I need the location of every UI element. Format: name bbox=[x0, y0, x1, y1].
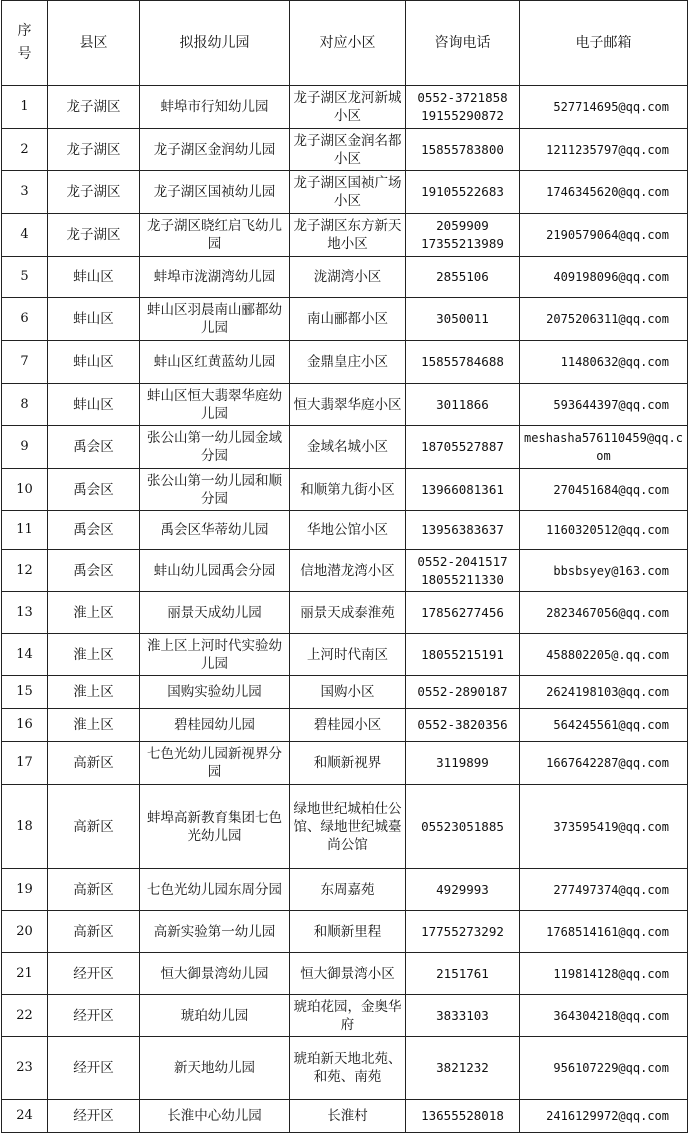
cell-phone bbox=[406, 129, 520, 171]
cell-email: 956107229@qq.com bbox=[520, 1037, 688, 1100]
header-district: 县区 bbox=[48, 1, 140, 86]
cell-kindergarten: 淮上区上河时代实验幼儿园 bbox=[140, 634, 290, 676]
cell-kindergarten: 蚌山区恒大翡翠华庭幼儿园 bbox=[140, 384, 290, 426]
cell-seq: 13 bbox=[2, 592, 48, 634]
cell-email: 1667642287@qq.com bbox=[520, 742, 688, 785]
cell-district: 龙子湖区 bbox=[48, 129, 140, 171]
cell-community: 碧桂园小区 bbox=[290, 709, 406, 742]
phone-number: 3119899 bbox=[436, 755, 489, 770]
cell-kindergarten: 国购实验幼儿园 bbox=[140, 676, 290, 709]
cell-seq: 23 bbox=[2, 1037, 48, 1100]
cell-email: 593644397@qq.com bbox=[520, 384, 688, 426]
table-row bbox=[2, 214, 688, 257]
cell-phone bbox=[406, 298, 520, 341]
cell-seq: 10 bbox=[2, 469, 48, 511]
cell-email: 270451684@qq.com bbox=[520, 469, 688, 511]
cell-email: 1768514161@qq.com bbox=[520, 911, 688, 953]
cell-phone bbox=[406, 709, 520, 742]
cell-community: 和顺第九街小区 bbox=[290, 469, 406, 511]
cell-kindergarten: 蚌山区羽晨南山郦都幼儿园 bbox=[140, 298, 290, 341]
phone-number: 3833103 bbox=[436, 1007, 489, 1023]
phone-number: 0552-2890187 bbox=[417, 684, 508, 699]
phone-number: 2151761 bbox=[436, 965, 489, 981]
cell-seq: 4 bbox=[2, 214, 48, 257]
cell-phone bbox=[406, 384, 520, 426]
phone-number: 3821232 bbox=[436, 1060, 489, 1075]
cell-kindergarten: 七色光幼儿园新视界分园 bbox=[140, 742, 290, 785]
cell-email: 119814128@qq.com bbox=[520, 953, 688, 995]
table-row bbox=[2, 634, 688, 676]
cell-district: 淮上区 bbox=[48, 709, 140, 742]
phone-number: 17355213989 bbox=[421, 236, 504, 251]
cell-phone bbox=[406, 953, 520, 995]
cell-seq: 20 bbox=[2, 911, 48, 953]
cell-community: 国购小区 bbox=[290, 676, 406, 709]
cell-kindergarten: 禹会区华蒂幼儿园 bbox=[140, 511, 290, 550]
table-row bbox=[2, 129, 688, 171]
table-row bbox=[2, 869, 688, 911]
cell-community: 和顺新视界 bbox=[290, 742, 406, 785]
cell-kindergarten: 蚌山幼儿园禹会分园 bbox=[140, 550, 290, 592]
cell-district: 龙子湖区 bbox=[48, 171, 140, 214]
cell-seq: 3 bbox=[2, 171, 48, 214]
cell-district: 经开区 bbox=[48, 1037, 140, 1100]
cell-community: 金域名城小区 bbox=[290, 426, 406, 469]
table-row bbox=[2, 511, 688, 550]
cell-email: 2823467056@qq.com bbox=[520, 592, 688, 634]
cell-email: 277497374@qq.com bbox=[520, 869, 688, 911]
cell-district: 蚌山区 bbox=[48, 341, 140, 384]
phone-number: 17856277456 bbox=[421, 604, 504, 620]
cell-community: 龙子湖区东方新天地小区 bbox=[290, 214, 406, 257]
header-kindergarten: 拟报幼儿园 bbox=[140, 1, 290, 86]
cell-phone bbox=[406, 1100, 520, 1133]
cell-district: 淮上区 bbox=[48, 676, 140, 709]
cell-kindergarten: 碧桂园幼儿园 bbox=[140, 709, 290, 742]
phone-number: 3050011 bbox=[436, 311, 489, 326]
cell-phone bbox=[406, 214, 520, 257]
header-email: 电子邮箱 bbox=[520, 1, 688, 86]
table-row bbox=[2, 592, 688, 634]
cell-district: 经开区 bbox=[48, 1100, 140, 1133]
phone-number: 0552-3820356 bbox=[417, 717, 508, 732]
cell-seq: 14 bbox=[2, 634, 48, 676]
cell-community: 长淮村 bbox=[290, 1100, 406, 1133]
cell-community: 龙子湖区金润名都小区 bbox=[290, 129, 406, 171]
cell-phone bbox=[406, 634, 520, 676]
cell-email: meshasha576110459@qq.com bbox=[520, 426, 688, 469]
cell-email: 11480632@qq.com bbox=[520, 341, 688, 384]
phone-number: 19105522683 bbox=[421, 184, 504, 199]
cell-kindergarten: 张公山第一幼儿园和顺分园 bbox=[140, 469, 290, 511]
cell-community: 琥珀花园，金奥华府 bbox=[290, 995, 406, 1037]
cell-community: 上河时代南区 bbox=[290, 634, 406, 676]
cell-phone bbox=[406, 511, 520, 550]
table-row bbox=[2, 785, 688, 869]
table-row bbox=[2, 550, 688, 592]
cell-kindergarten: 蚌埠市泷湖湾幼儿园 bbox=[140, 257, 290, 298]
cell-seq: 19 bbox=[2, 869, 48, 911]
cell-phone bbox=[406, 426, 520, 469]
cell-seq: 16 bbox=[2, 709, 48, 742]
cell-phone bbox=[406, 785, 520, 869]
cell-kindergarten: 高新实验第一幼儿园 bbox=[140, 911, 290, 953]
cell-community: 恒大御景湾小区 bbox=[290, 953, 406, 995]
table-row bbox=[2, 1100, 688, 1133]
cell-kindergarten: 恒大御景湾幼儿园 bbox=[140, 953, 290, 995]
table-body bbox=[2, 86, 688, 1133]
cell-seq: 1 bbox=[2, 86, 48, 129]
table-row bbox=[2, 953, 688, 995]
cell-kindergarten: 龙子湖区金润幼儿园 bbox=[140, 129, 290, 171]
cell-community: 泷湖湾小区 bbox=[290, 257, 406, 298]
table-row bbox=[2, 86, 688, 129]
phone-number: 2855106 bbox=[436, 269, 489, 284]
table-row bbox=[2, 384, 688, 426]
cell-district: 淮上区 bbox=[48, 592, 140, 634]
phone-number: 0552-2041517 bbox=[417, 553, 508, 569]
cell-phone bbox=[406, 742, 520, 785]
header-seq-line1: 序 bbox=[17, 23, 32, 39]
cell-phone bbox=[406, 592, 520, 634]
cell-phone bbox=[406, 171, 520, 214]
cell-district: 蚌山区 bbox=[48, 384, 140, 426]
header-seq bbox=[2, 1, 48, 86]
cell-email: 409198096@qq.com bbox=[520, 257, 688, 298]
phone-number: 2059909 bbox=[436, 218, 489, 233]
cell-community: 龙子湖区国祯广场小区 bbox=[290, 171, 406, 214]
cell-email: 373595419@qq.com bbox=[520, 785, 688, 869]
table-row bbox=[2, 742, 688, 785]
cell-kindergarten: 七色光幼儿园东周分园 bbox=[140, 869, 290, 911]
cell-email: 458802205@.qq.com bbox=[520, 634, 688, 676]
cell-phone bbox=[406, 550, 520, 592]
phone-number: 3011866 bbox=[436, 396, 489, 412]
cell-phone bbox=[406, 869, 520, 911]
cell-kindergarten: 蚌埠市行知幼儿园 bbox=[140, 86, 290, 129]
cell-community: 华地公馆小区 bbox=[290, 511, 406, 550]
cell-kindergarten: 龙子湖区晓红启飞幼儿园 bbox=[140, 214, 290, 257]
phone-number: 4929993 bbox=[436, 881, 489, 897]
cell-community: 琥珀新天地北苑、和苑、南苑 bbox=[290, 1037, 406, 1100]
phone-number: 13966081361 bbox=[421, 481, 504, 497]
cell-seq: 2 bbox=[2, 129, 48, 171]
cell-seq: 9 bbox=[2, 426, 48, 469]
cell-email: 564245561@qq.com bbox=[520, 709, 688, 742]
cell-phone bbox=[406, 995, 520, 1037]
phone-number: 18705527887 bbox=[421, 439, 504, 454]
cell-kindergarten: 新天地幼儿园 bbox=[140, 1037, 290, 1100]
phone-number: 05523051885 bbox=[421, 818, 504, 834]
phone-number: 18055211330 bbox=[421, 571, 504, 587]
table-row bbox=[2, 709, 688, 742]
table-row bbox=[2, 426, 688, 469]
cell-seq: 15 bbox=[2, 676, 48, 709]
cell-community: 绿地世纪城柏仕公馆、绿地世纪城臺尚公馆 bbox=[290, 785, 406, 869]
table-row bbox=[2, 298, 688, 341]
cell-kindergarten: 琥珀幼儿园 bbox=[140, 995, 290, 1037]
phone-number: 15855784688 bbox=[421, 354, 504, 369]
cell-kindergarten: 丽景天成幼儿园 bbox=[140, 592, 290, 634]
cell-district: 禹会区 bbox=[48, 511, 140, 550]
cell-kindergarten: 蚌山区红黄蓝幼儿园 bbox=[140, 341, 290, 384]
cell-phone bbox=[406, 676, 520, 709]
cell-district: 禹会区 bbox=[48, 550, 140, 592]
cell-community: 金鼎皇庄小区 bbox=[290, 341, 406, 384]
cell-email: 364304218@qq.com bbox=[520, 995, 688, 1037]
cell-district: 禹会区 bbox=[48, 426, 140, 469]
cell-email: 1211235797@qq.com bbox=[520, 129, 688, 171]
cell-seq: 12 bbox=[2, 550, 48, 592]
cell-kindergarten: 龙子湖区国祯幼儿园 bbox=[140, 171, 290, 214]
phone-number: 13956383637 bbox=[421, 522, 504, 537]
cell-email: bbsbsyey@163.com bbox=[520, 550, 688, 592]
cell-seq: 17 bbox=[2, 742, 48, 785]
cell-community: 和顺新里程 bbox=[290, 911, 406, 953]
table-row bbox=[2, 1037, 688, 1100]
phone-number: 17755273292 bbox=[421, 923, 504, 939]
table-row bbox=[2, 341, 688, 384]
cell-email: 1160320512@qq.com bbox=[520, 511, 688, 550]
cell-seq: 24 bbox=[2, 1100, 48, 1133]
cell-seq: 6 bbox=[2, 298, 48, 341]
cell-community: 南山郦都小区 bbox=[290, 298, 406, 341]
table-row bbox=[2, 257, 688, 298]
cell-phone bbox=[406, 1037, 520, 1100]
cell-email: 527714695@qq.com bbox=[520, 86, 688, 129]
cell-district: 高新区 bbox=[48, 869, 140, 911]
cell-seq: 22 bbox=[2, 995, 48, 1037]
cell-community: 丽景天成泰淮苑 bbox=[290, 592, 406, 634]
cell-community: 恒大翡翠华庭小区 bbox=[290, 384, 406, 426]
header-seq-line2: 号 bbox=[17, 46, 32, 62]
cell-district: 龙子湖区 bbox=[48, 214, 140, 257]
cell-kindergarten: 张公山第一幼儿园金域分园 bbox=[140, 426, 290, 469]
cell-seq: 21 bbox=[2, 953, 48, 995]
phone-number: 15855783800 bbox=[421, 141, 504, 157]
header-row bbox=[2, 1, 688, 86]
cell-district: 龙子湖区 bbox=[48, 86, 140, 129]
cell-phone bbox=[406, 257, 520, 298]
cell-district: 蚌山区 bbox=[48, 298, 140, 341]
phone-number: 0552-3721858 bbox=[417, 90, 508, 105]
cell-kindergarten: 蚌埠高新教育集团七色光幼儿园 bbox=[140, 785, 290, 869]
phone-number: 19155290872 bbox=[421, 108, 504, 123]
kindergarten-registry-table bbox=[1, 0, 688, 1133]
cell-phone bbox=[406, 86, 520, 129]
table-row bbox=[2, 676, 688, 709]
cell-email: 2624198103@qq.com bbox=[520, 676, 688, 709]
table-row bbox=[2, 911, 688, 953]
cell-community: 信地潜龙湾小区 bbox=[290, 550, 406, 592]
cell-seq: 7 bbox=[2, 341, 48, 384]
phone-number: 18055215191 bbox=[421, 646, 504, 662]
cell-district: 淮上区 bbox=[48, 634, 140, 676]
cell-email: 2075206311@qq.com bbox=[520, 298, 688, 341]
cell-district: 高新区 bbox=[48, 911, 140, 953]
cell-seq: 8 bbox=[2, 384, 48, 426]
cell-district: 蚌山区 bbox=[48, 257, 140, 298]
cell-email: 2416129972@qq.com bbox=[520, 1100, 688, 1133]
cell-community: 龙子湖区龙河新城小区 bbox=[290, 86, 406, 129]
table-row bbox=[2, 995, 688, 1037]
cell-kindergarten: 长淮中心幼儿园 bbox=[140, 1100, 290, 1133]
table-row bbox=[2, 469, 688, 511]
cell-community: 东周嘉苑 bbox=[290, 869, 406, 911]
phone-number: 13655528018 bbox=[421, 1108, 504, 1123]
cell-seq: 5 bbox=[2, 257, 48, 298]
header-community: 对应小区 bbox=[290, 1, 406, 86]
cell-seq: 11 bbox=[2, 511, 48, 550]
cell-email: 1746345620@qq.com bbox=[520, 171, 688, 214]
cell-seq: 18 bbox=[2, 785, 48, 869]
cell-district: 禹会区 bbox=[48, 469, 140, 511]
cell-phone bbox=[406, 469, 520, 511]
cell-district: 高新区 bbox=[48, 742, 140, 785]
table-row bbox=[2, 171, 688, 214]
cell-email: 2190579064@qq.com bbox=[520, 214, 688, 257]
header-phone: 咨询电话 bbox=[406, 1, 520, 86]
cell-district: 经开区 bbox=[48, 995, 140, 1037]
cell-phone bbox=[406, 341, 520, 384]
cell-district: 高新区 bbox=[48, 785, 140, 869]
cell-phone bbox=[406, 911, 520, 953]
cell-district: 经开区 bbox=[48, 953, 140, 995]
